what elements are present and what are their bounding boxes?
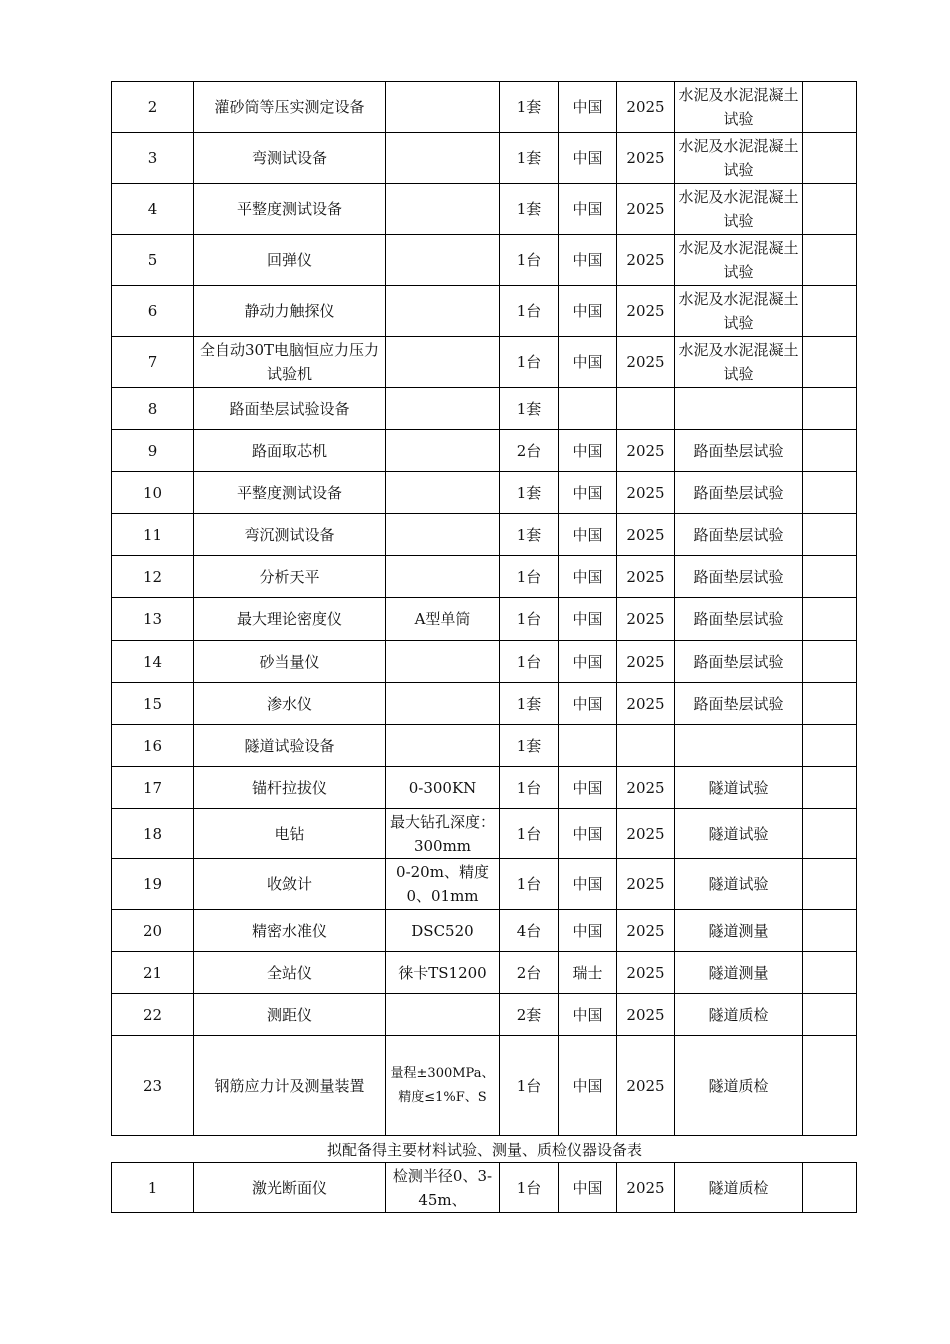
cell-year: 2025 <box>617 910 675 952</box>
cell-name: 全站仪 <box>194 952 386 994</box>
cell-use: 隧道试验 <box>675 767 803 809</box>
cell-year: 2025 <box>617 286 675 337</box>
cell-origin: 中国 <box>559 82 617 133</box>
cell-origin: 中国 <box>559 514 617 556</box>
cell-origin: 中国 <box>559 1036 617 1136</box>
cell-name: 平整度测试设备 <box>194 472 386 514</box>
cell-remark <box>803 1036 857 1136</box>
cell-no: 16 <box>112 725 194 767</box>
cell-qty: 1台 <box>500 286 559 337</box>
cell-qty: 2套 <box>500 994 559 1036</box>
cell-qty: 1套 <box>500 388 559 430</box>
cell-no: 19 <box>112 859 194 910</box>
table-row <box>112 82 857 133</box>
cell-year: 2025 <box>617 82 675 133</box>
cell-year: 2025 <box>617 994 675 1036</box>
cell-remark <box>803 910 857 952</box>
cell-spec: 检测半径0、3-45m、 <box>386 1163 500 1213</box>
cell-remark <box>803 286 857 337</box>
cell-name: 路面取芯机 <box>194 430 386 472</box>
cell-spec <box>386 430 500 472</box>
table-caption: 拟配备得主要材料试验、测量、质检仪器设备表 <box>326 1141 642 1159</box>
cell-origin: 中国 <box>559 859 617 910</box>
cell-year: 2025 <box>617 235 675 286</box>
cell-year: 2025 <box>617 556 675 598</box>
cell-name: 精密水准仪 <box>194 910 386 952</box>
cell-qty: 1套 <box>500 184 559 235</box>
cell-qty: 1台 <box>500 859 559 910</box>
table-row <box>112 1036 857 1136</box>
cell-qty: 1套 <box>500 683 559 725</box>
cell-spec <box>386 994 500 1036</box>
cell-spec <box>386 514 500 556</box>
cell-origin: 中国 <box>559 910 617 952</box>
cell-use: 水泥及水泥混凝土试验 <box>675 235 803 286</box>
cell-spec <box>386 184 500 235</box>
cell-year: 2025 <box>617 337 675 388</box>
cell-year: 2025 <box>617 1036 675 1136</box>
cell-name: 电钻 <box>194 809 386 859</box>
cell-use: 路面垫层试验 <box>675 598 803 641</box>
cell-no: 12 <box>112 556 194 598</box>
table-row <box>112 641 857 683</box>
cell-no: 13 <box>112 598 194 641</box>
cell-origin: 中国 <box>559 430 617 472</box>
cell-no: 10 <box>112 472 194 514</box>
cell-spec: 最大钻孔深度：300mm <box>386 809 500 859</box>
cell-year: 2025 <box>617 514 675 556</box>
cell-origin: 中国 <box>559 337 617 388</box>
cell-use: 路面垫层试验 <box>675 472 803 514</box>
cell-year: 2025 <box>617 598 675 641</box>
cell-no: 20 <box>112 910 194 952</box>
cell-remark <box>803 1163 857 1213</box>
cell-use: 路面垫层试验 <box>675 430 803 472</box>
cell-spec: DSC520 <box>386 910 500 952</box>
cell-name: 分析天平 <box>194 556 386 598</box>
cell-year: 2025 <box>617 430 675 472</box>
cell-origin: 中国 <box>559 184 617 235</box>
equipment-table <box>111 81 857 1136</box>
table-row <box>112 388 857 430</box>
cell-no: 23 <box>112 1036 194 1136</box>
cell-spec <box>386 683 500 725</box>
cell-origin: 中国 <box>559 598 617 641</box>
cell-remark <box>803 472 857 514</box>
cell-origin: 中国 <box>559 556 617 598</box>
cell-remark <box>803 994 857 1036</box>
cell-no: 6 <box>112 286 194 337</box>
cell-qty: 1套 <box>500 82 559 133</box>
cell-no: 22 <box>112 994 194 1036</box>
cell-origin: 中国 <box>559 641 617 683</box>
cell-name: 灌砂筒等压实测定设备 <box>194 82 386 133</box>
equipment-table-continued <box>111 1162 857 1213</box>
cell-origin: 中国 <box>559 1163 617 1213</box>
cell-origin <box>559 388 617 430</box>
cell-spec <box>386 556 500 598</box>
cell-qty: 1套 <box>500 472 559 514</box>
table-row <box>112 133 857 184</box>
cell-year: 2025 <box>617 809 675 859</box>
table-row <box>112 430 857 472</box>
cell-no: 7 <box>112 337 194 388</box>
cell-origin: 中国 <box>559 809 617 859</box>
cell-name: 路面垫层试验设备 <box>194 388 386 430</box>
table-row <box>112 598 857 641</box>
cell-remark <box>803 184 857 235</box>
cell-name: 锚杆拉拔仪 <box>194 767 386 809</box>
cell-use: 路面垫层试验 <box>675 556 803 598</box>
cell-no: 8 <box>112 388 194 430</box>
cell-no: 5 <box>112 235 194 286</box>
cell-spec <box>386 82 500 133</box>
cell-name: 测距仪 <box>194 994 386 1036</box>
cell-remark <box>803 337 857 388</box>
table-row <box>112 337 857 388</box>
table-row <box>112 767 857 809</box>
cell-name: 激光断面仪 <box>194 1163 386 1213</box>
table-row <box>112 1163 857 1213</box>
cell-origin <box>559 725 617 767</box>
cell-remark <box>803 641 857 683</box>
cell-year: 2025 <box>617 683 675 725</box>
cell-remark <box>803 430 857 472</box>
cell-qty: 1台 <box>500 641 559 683</box>
cell-use <box>675 725 803 767</box>
cell-remark <box>803 514 857 556</box>
cell-spec <box>386 472 500 514</box>
cell-use: 隧道质检 <box>675 994 803 1036</box>
table-row <box>112 184 857 235</box>
cell-spec <box>386 641 500 683</box>
table-row <box>112 952 857 994</box>
cell-name: 钢筋应力计及测量装置 <box>194 1036 386 1136</box>
cell-use: 隧道质检 <box>675 1163 803 1213</box>
cell-use: 路面垫层试验 <box>675 641 803 683</box>
cell-qty: 1台 <box>500 556 559 598</box>
cell-use: 水泥及水泥混凝土试验 <box>675 82 803 133</box>
cell-name: 静动力触探仪 <box>194 286 386 337</box>
cell-name: 弯测试设备 <box>194 133 386 184</box>
cell-remark <box>803 809 857 859</box>
cell-remark <box>803 388 857 430</box>
table-row <box>112 235 857 286</box>
cell-origin: 中国 <box>559 767 617 809</box>
cell-qty: 1套 <box>500 514 559 556</box>
cell-use: 水泥及水泥混凝土试验 <box>675 337 803 388</box>
cell-remark <box>803 725 857 767</box>
cell-no: 18 <box>112 809 194 859</box>
cell-remark <box>803 556 857 598</box>
cell-remark <box>803 683 857 725</box>
cell-name: 收敛计 <box>194 859 386 910</box>
cell-origin: 中国 <box>559 235 617 286</box>
cell-qty: 1台 <box>500 1036 559 1136</box>
cell-qty: 1台 <box>500 598 559 641</box>
cell-year: 2025 <box>617 184 675 235</box>
cell-remark <box>803 82 857 133</box>
cell-name: 全自动30T电脑恒应力压力试验机 <box>194 337 386 388</box>
cell-origin: 中国 <box>559 683 617 725</box>
cell-origin: 中国 <box>559 994 617 1036</box>
cell-qty: 1台 <box>500 337 559 388</box>
cell-name: 回弹仪 <box>194 235 386 286</box>
cell-name: 平整度测试设备 <box>194 184 386 235</box>
cell-qty: 2台 <box>500 430 559 472</box>
table-row <box>112 472 857 514</box>
cell-spec: 0-300KN <box>386 767 500 809</box>
cell-use: 水泥及水泥混凝土试验 <box>675 133 803 184</box>
cell-no: 4 <box>112 184 194 235</box>
cell-qty: 1套 <box>500 133 559 184</box>
cell-no: 1 <box>112 1163 194 1213</box>
cell-use: 隧道测量 <box>675 910 803 952</box>
cell-origin: 中国 <box>559 133 617 184</box>
cell-no: 15 <box>112 683 194 725</box>
cell-origin: 中国 <box>559 472 617 514</box>
cell-remark <box>803 235 857 286</box>
cell-year: 2025 <box>617 133 675 184</box>
cell-use: 隧道质检 <box>675 1036 803 1136</box>
table-row <box>112 683 857 725</box>
cell-use <box>675 388 803 430</box>
cell-spec <box>386 388 500 430</box>
cell-origin: 中国 <box>559 286 617 337</box>
table-row <box>112 910 857 952</box>
cell-no: 9 <box>112 430 194 472</box>
cell-qty: 1台 <box>500 767 559 809</box>
cell-year: 2025 <box>617 767 675 809</box>
cell-year <box>617 388 675 430</box>
cell-qty: 1台 <box>500 1163 559 1213</box>
cell-year: 2025 <box>617 859 675 910</box>
cell-year: 2025 <box>617 641 675 683</box>
cell-use: 隧道试验 <box>675 859 803 910</box>
table-row <box>112 809 857 859</box>
cell-spec: A型单筒 <box>386 598 500 641</box>
cell-spec: 量程±300MPa、精度≤1%F、S <box>386 1036 500 1136</box>
cell-name: 弯沉测试设备 <box>194 514 386 556</box>
cell-remark <box>803 952 857 994</box>
cell-year: 2025 <box>617 1163 675 1213</box>
table-row <box>112 725 857 767</box>
cell-spec <box>386 286 500 337</box>
cell-spec <box>386 133 500 184</box>
cell-year: 2025 <box>617 952 675 994</box>
cell-qty: 1套 <box>500 725 559 767</box>
cell-year: 2025 <box>617 472 675 514</box>
cell-no: 17 <box>112 767 194 809</box>
cell-remark <box>803 859 857 910</box>
cell-qty: 4台 <box>500 910 559 952</box>
table-row <box>112 994 857 1036</box>
cell-name: 隧道试验设备 <box>194 725 386 767</box>
cell-use: 路面垫层试验 <box>675 683 803 725</box>
cell-no: 21 <box>112 952 194 994</box>
cell-name: 最大理论密度仪 <box>194 598 386 641</box>
cell-use: 路面垫层试验 <box>675 514 803 556</box>
cell-name: 砂当量仪 <box>194 641 386 683</box>
cell-use: 水泥及水泥混凝土试验 <box>675 184 803 235</box>
cell-spec: 徕卡TS1200 <box>386 952 500 994</box>
table-row <box>112 286 857 337</box>
cell-no: 14 <box>112 641 194 683</box>
cell-qty: 1台 <box>500 235 559 286</box>
cell-spec <box>386 725 500 767</box>
table-row <box>112 859 857 910</box>
cell-no: 11 <box>112 514 194 556</box>
table-row <box>112 514 857 556</box>
cell-spec: 0-20m、精度0、01mm <box>386 859 500 910</box>
cell-spec <box>386 235 500 286</box>
cell-no: 2 <box>112 82 194 133</box>
cell-spec <box>386 337 500 388</box>
cell-qty: 1台 <box>500 809 559 859</box>
cell-remark <box>803 767 857 809</box>
cell-year <box>617 725 675 767</box>
cell-remark <box>803 598 857 641</box>
cell-no: 3 <box>112 133 194 184</box>
cell-origin: 瑞士 <box>559 952 617 994</box>
cell-use: 隧道试验 <box>675 809 803 859</box>
cell-remark <box>803 133 857 184</box>
cell-use: 水泥及水泥混凝土试验 <box>675 286 803 337</box>
table-row <box>112 556 857 598</box>
cell-name: 渗水仪 <box>194 683 386 725</box>
cell-qty: 2台 <box>500 952 559 994</box>
cell-use: 隧道测量 <box>675 952 803 994</box>
